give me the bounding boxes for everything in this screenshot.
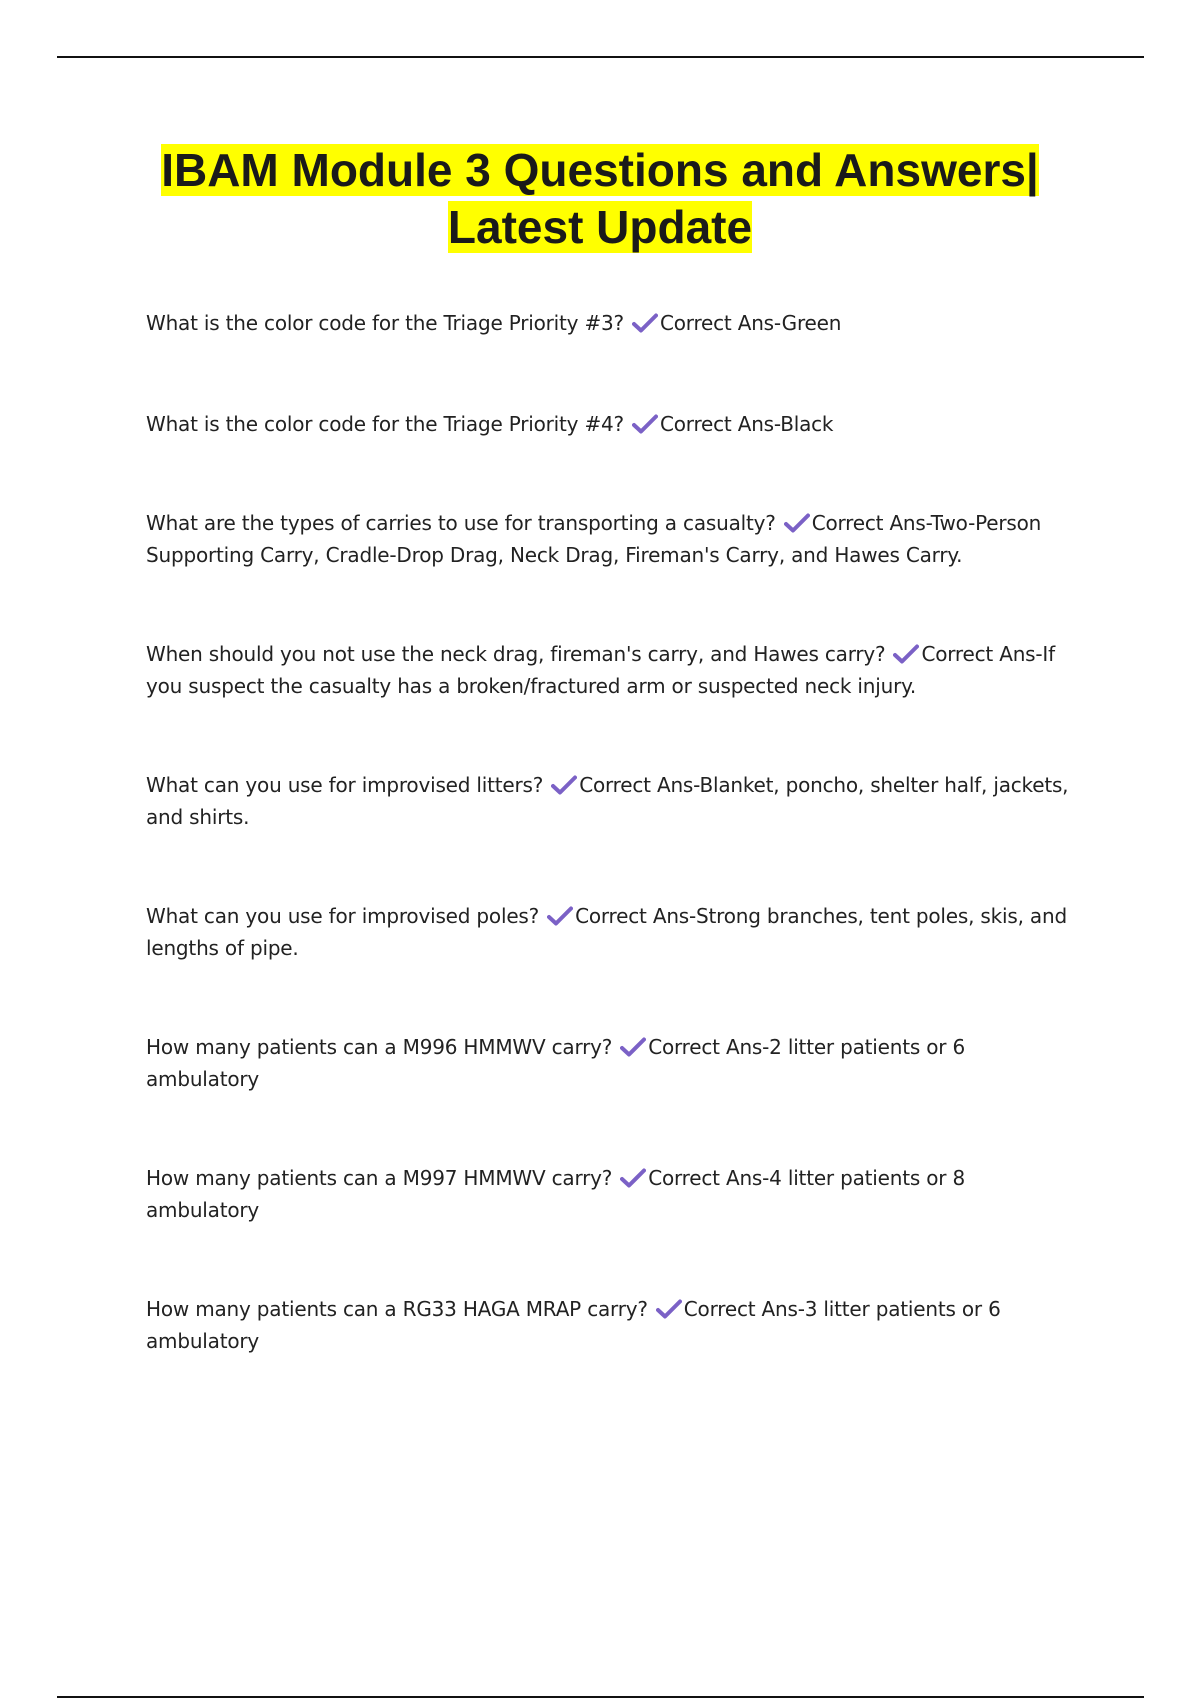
- qa-item: [146, 408, 1076, 440]
- question-text: How many patients can a M997 HMMWV carry?: [146, 1166, 613, 1190]
- answer-text: Correct Ans-Black: [659, 412, 834, 436]
- top-rule: [57, 56, 1144, 58]
- answer-text: Correct Ans-3 litter patients or 6 ambulatory: [146, 1297, 1001, 1353]
- question-text: How many patients can a RG33 HAGA MRAP carry?: [146, 1297, 648, 1321]
- answer-text: Correct Ans-2 litter patients or 6 ambulatory: [146, 1035, 966, 1091]
- checkmark-icon: [632, 414, 658, 434]
- checkmark-icon: [632, 313, 658, 333]
- qa-item: [146, 1293, 1076, 1357]
- checkmark-icon: [620, 1168, 646, 1188]
- answer-text: Correct Ans-Strong branches, tent poles, skis, and lengths of pipe.: [146, 904, 1067, 960]
- question-text: What are the types of carries to use for transporting a casualty?: [146, 511, 776, 535]
- checkmark-icon: [656, 1299, 682, 1319]
- question-text: When should you not use the neck drag, fireman's carry, and Hawes carry?: [146, 642, 886, 666]
- qa-item: [146, 1162, 1076, 1226]
- answer-text: Correct Ans-Green: [659, 311, 842, 335]
- checkmark-icon: [784, 513, 810, 533]
- title-block: [100, 142, 1100, 256]
- checkmark-icon: [620, 1037, 646, 1057]
- checkmark-icon: [547, 906, 573, 926]
- qa-item: [146, 507, 1076, 571]
- answer-text: Correct Ans-Blanket, poncho, shelter half, jackets, and shirts.: [146, 773, 1069, 829]
- qa-item: [146, 638, 1076, 702]
- question-text: What can you use for improvised litters?: [146, 773, 544, 797]
- checkmark-icon: [893, 644, 919, 664]
- answer-text: Correct Ans-If you suspect the casualty has a broken/fractured arm or suspected neck injury.: [146, 642, 1055, 698]
- qa-item: [146, 1031, 1076, 1095]
- checkmark-icon: [551, 775, 577, 795]
- question-text: How many patients can a M996 HMMWV carry?: [146, 1035, 613, 1059]
- qa-list: [146, 307, 1076, 1357]
- question-text: What can you use for improvised poles?: [146, 904, 540, 928]
- document-title: IBAM Module 3 Questions and Answers| Latest Update: [161, 144, 1039, 253]
- qa-item: [146, 900, 1076, 964]
- answer-text: Correct Ans-Two-Person Supporting Carry, Cradle-Drop Drag, Neck Drag, Fireman's Carry, and Hawes Carry.: [146, 511, 1042, 567]
- question-text: What is the color code for the Triage Priority #4?: [146, 412, 624, 436]
- answer-text: Correct Ans-4 litter patients or 8 ambulatory: [146, 1166, 966, 1222]
- qa-item: [146, 769, 1076, 833]
- qa-item: [146, 307, 1076, 339]
- question-text: What is the color code for the Triage Priority #3?: [146, 311, 624, 335]
- bottom-rule: [57, 1696, 1144, 1698]
